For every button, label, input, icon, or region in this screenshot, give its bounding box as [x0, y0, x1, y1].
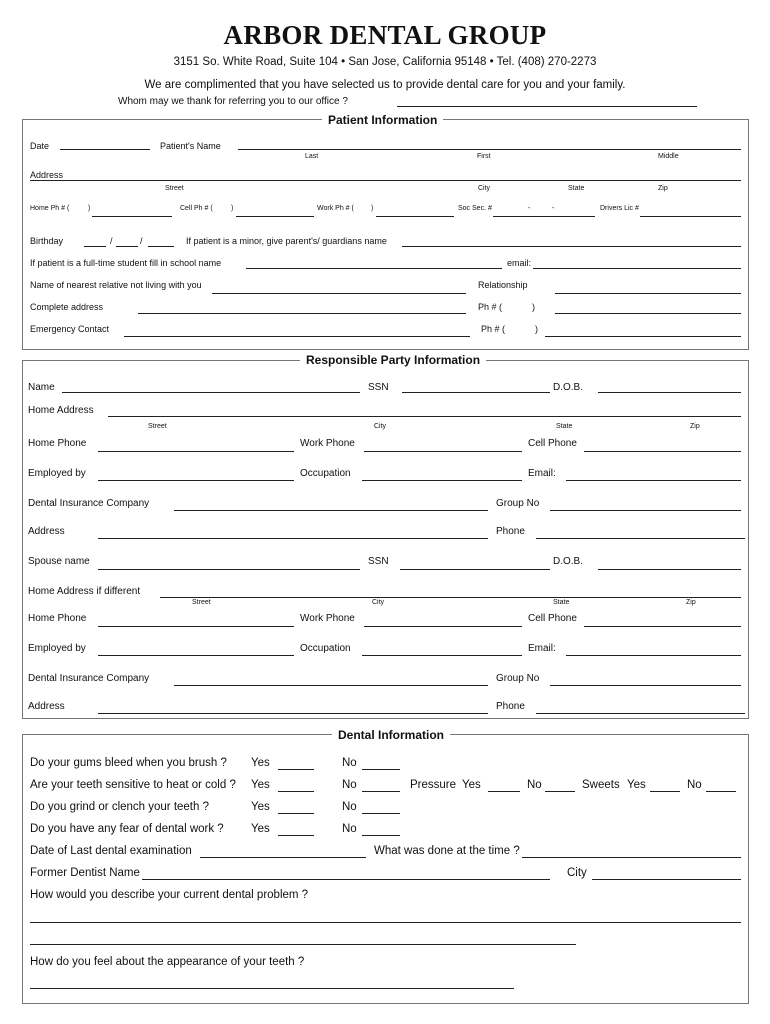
- drivers-lic-field[interactable]: [640, 216, 741, 217]
- city-caption: City: [372, 599, 385, 606]
- home-phone-label: Home Phone: [28, 438, 87, 449]
- yes-label: Yes: [462, 779, 481, 791]
- state-caption: State: [556, 423, 573, 430]
- spouse-group-no-label: Group No: [496, 673, 540, 684]
- employer-address-field[interactable]: [98, 538, 488, 539]
- responsible-section-title: Responsible Party Information: [300, 353, 486, 367]
- birthday-day-field[interactable]: [116, 246, 138, 247]
- spouse-work-phone-label: Work Phone: [300, 613, 355, 624]
- insurance-label: Dental Insurance Company: [28, 498, 150, 509]
- birthday-year-field[interactable]: [148, 246, 174, 247]
- last-exam-label: Date of Last dental examination: [30, 845, 192, 857]
- yes-label: Yes: [251, 757, 270, 769]
- home-phone-field[interactable]: [98, 451, 294, 452]
- pressure-no-field[interactable]: [545, 791, 575, 792]
- q-grind-label: Do you grind or clench your teeth ?: [30, 801, 209, 813]
- paren: ): [532, 302, 535, 312]
- address-label: Address: [30, 170, 64, 180]
- former-dentist-field[interactable]: [142, 879, 550, 880]
- paren: ): [371, 205, 374, 212]
- patient-email-field[interactable]: [533, 268, 741, 269]
- divider: [22, 119, 312, 120]
- q-fear-no-field[interactable]: [362, 835, 400, 836]
- work-phone-field[interactable]: [364, 451, 522, 452]
- group-no-field[interactable]: [550, 510, 741, 511]
- employed-by-field[interactable]: [98, 480, 294, 481]
- spouse-home-phone-label: Home Phone: [28, 613, 87, 624]
- describe-problem-label: How would you describe your current dental problem ?: [30, 889, 309, 901]
- no-label: No: [687, 779, 702, 791]
- soc-sec-label: Soc Sec. #: [458, 205, 492, 212]
- emergency-ph-label: Ph # (: [481, 324, 506, 334]
- drivers-lic-label: Drivers Lic #: [600, 205, 639, 212]
- relationship-label: Relationship: [478, 280, 528, 290]
- what-done-label: What was done at the time ?: [374, 845, 520, 857]
- spouse-ssn-field[interactable]: [400, 569, 550, 570]
- q-fear-label: Do you have any fear of dental work ?: [30, 823, 224, 835]
- work-phone-label: Work Phone: [300, 438, 355, 449]
- no-label: No: [527, 779, 542, 791]
- dob-label: D.O.B.: [553, 382, 584, 393]
- spouse-occupation-field[interactable]: [362, 655, 522, 656]
- q-gums-no-field[interactable]: [362, 769, 400, 770]
- relative-field[interactable]: [212, 293, 466, 294]
- zip-caption: Zip: [686, 599, 696, 606]
- patient-info-box: [22, 119, 749, 350]
- yes-label: Yes: [251, 801, 270, 813]
- pressure-yes-field[interactable]: [488, 791, 520, 792]
- complete-address-label: Complete address: [30, 302, 104, 312]
- dash: -: [552, 205, 555, 212]
- q-grind-yes-field[interactable]: [278, 813, 314, 814]
- referral-label: Whom may we thank for referring you to our office ?: [118, 96, 348, 107]
- spouse-ssn-label: SSN: [368, 556, 389, 567]
- minor-label: If patient is a minor, give parent's/ guardians name: [186, 236, 387, 246]
- slash: /: [140, 236, 143, 246]
- paren: ): [535, 324, 538, 334]
- employer-phone-field[interactable]: [536, 538, 745, 539]
- work-ph-label: Work Ph # (: [317, 205, 354, 212]
- spouse-occupation-label: Occupation: [300, 643, 351, 654]
- dentist-city-field[interactable]: [592, 879, 741, 880]
- spouse-employer-address-field[interactable]: [98, 713, 488, 714]
- work-ph-field[interactable]: [376, 216, 454, 217]
- patient-section-title: Patient Information: [322, 113, 443, 127]
- relative-label: Name of nearest relative not living with you: [30, 280, 202, 290]
- home-ph-field[interactable]: [92, 216, 172, 217]
- yes-label: Yes: [627, 779, 646, 791]
- spouse-employed-by-label: Employed by: [28, 643, 86, 654]
- dentist-city-label: City: [567, 867, 587, 879]
- no-label: No: [342, 757, 357, 769]
- spouse-cell-phone-field[interactable]: [584, 626, 741, 627]
- paren: ): [231, 205, 234, 212]
- no-label: No: [342, 801, 357, 813]
- cell-phone-field[interactable]: [584, 451, 741, 452]
- greeting-text: We are complimented that you have selected us to provide dental care for you and your family.: [144, 79, 626, 91]
- spouse-group-no-field[interactable]: [550, 685, 741, 686]
- middle-caption: Middle: [658, 153, 679, 160]
- employer-phone-label: Phone: [496, 526, 525, 537]
- birthday-month-field[interactable]: [84, 246, 106, 247]
- dob-field[interactable]: [598, 392, 741, 393]
- occupation-field[interactable]: [362, 480, 522, 481]
- street-caption: Street: [165, 185, 184, 192]
- complete-address-field[interactable]: [138, 313, 466, 314]
- home-address-field[interactable]: [108, 416, 741, 417]
- yes-label: Yes: [251, 779, 270, 791]
- spouse-employer-phone-field[interactable]: [536, 713, 745, 714]
- q-sensitive-yes-field[interactable]: [278, 791, 314, 792]
- responsible-info-box: [22, 360, 749, 719]
- spouse-email-label: Email:: [528, 643, 556, 654]
- sweets-label: Sweets: [582, 779, 620, 791]
- relationship-field[interactable]: [555, 293, 741, 294]
- dental-section-title: Dental Information: [332, 728, 450, 742]
- sweets-yes-field[interactable]: [650, 791, 680, 792]
- email-field[interactable]: [566, 480, 741, 481]
- spouse-dob-field[interactable]: [598, 569, 741, 570]
- home-address-diff-field[interactable]: [160, 597, 741, 598]
- emergency-ph-field[interactable]: [545, 336, 741, 337]
- q-fear-yes-field[interactable]: [278, 835, 314, 836]
- name-label: Name: [28, 382, 55, 393]
- occupation-label: Occupation: [300, 468, 351, 479]
- date-field[interactable]: [60, 149, 150, 150]
- appearance-field[interactable]: [30, 988, 514, 989]
- patient-name-field[interactable]: [238, 149, 741, 150]
- patient-name-label: Patient's Name: [160, 141, 221, 151]
- no-label: No: [342, 779, 357, 791]
- spouse-insurance-field[interactable]: [174, 685, 488, 686]
- relative-ph-label: Ph # (: [478, 302, 503, 312]
- describe-problem-field-1[interactable]: [30, 922, 741, 923]
- state-caption: State: [568, 185, 585, 192]
- school-field[interactable]: [246, 268, 502, 269]
- date-label: Date: [30, 141, 50, 151]
- spouse-employed-by-field[interactable]: [98, 655, 294, 656]
- cell-phone-label: Cell Phone: [528, 438, 577, 449]
- emergency-label: Emergency Contact: [30, 324, 110, 334]
- q-sensitive-no-field[interactable]: [362, 791, 400, 792]
- birthday-label: Birthday: [30, 236, 64, 246]
- address-field[interactable]: [30, 180, 741, 181]
- cell-ph-field[interactable]: [236, 216, 314, 217]
- no-label: No: [342, 823, 357, 835]
- home-address-label: Home Address: [28, 405, 94, 416]
- ssn-label: SSN: [368, 382, 389, 393]
- insurance-field[interactable]: [174, 510, 488, 511]
- last-exam-field[interactable]: [200, 857, 366, 858]
- yes-label: Yes: [251, 823, 270, 835]
- slash: /: [110, 236, 113, 246]
- guardian-field[interactable]: [402, 246, 741, 247]
- home-address-diff-label: Home Address if different: [28, 586, 141, 597]
- spouse-home-phone-field[interactable]: [98, 626, 294, 627]
- home-ph-label: Home Ph # (: [30, 205, 70, 212]
- group-no-label: Group No: [496, 498, 540, 509]
- paren: ): [88, 205, 91, 212]
- spouse-work-phone-field[interactable]: [364, 626, 522, 627]
- q-gums-yes-field[interactable]: [278, 769, 314, 770]
- student-label: If patient is a full-time student fill in school name: [30, 258, 222, 268]
- pressure-label: Pressure: [410, 779, 457, 791]
- dash: -: [528, 205, 531, 212]
- zip-caption: Zip: [690, 423, 700, 430]
- practice-address: 3151 So. White Road, Suite 104 • San Jose, California 95148 • Tel. (408) 270-2273: [173, 56, 597, 68]
- employer-address-label: Address: [28, 526, 65, 537]
- spouse-name-field[interactable]: [98, 569, 360, 570]
- cell-ph-label: Cell Ph # (: [180, 205, 213, 212]
- spouse-name-label: Spouse name: [28, 556, 90, 567]
- q-sensitive-label: Are your teeth sensitive to heat or cold ?: [30, 779, 236, 791]
- first-caption: First: [477, 153, 491, 160]
- spouse-insurance-label: Dental Insurance Company: [28, 673, 150, 684]
- city-caption: City: [374, 423, 387, 430]
- spouse-email-field[interactable]: [566, 655, 741, 656]
- describe-problem-field-2[interactable]: [30, 944, 576, 945]
- spouse-employer-phone-label: Phone: [496, 701, 525, 712]
- practice-title: ARBOR DENTAL GROUP: [223, 20, 547, 50]
- what-done-field[interactable]: [522, 857, 741, 858]
- employed-by-label: Employed by: [28, 468, 86, 479]
- street-caption: Street: [192, 599, 211, 606]
- last-caption: Last: [305, 153, 319, 160]
- city-caption: City: [478, 185, 491, 192]
- patient-email-label: email:: [507, 258, 532, 268]
- street-caption: Street: [148, 423, 167, 430]
- emergency-field[interactable]: [124, 336, 470, 337]
- sweets-no-field[interactable]: [706, 791, 736, 792]
- zip-caption: Zip: [658, 185, 668, 192]
- former-dentist-label: Former Dentist Name: [30, 867, 140, 879]
- appearance-label: How do you feel about the appearance of your teeth ?: [30, 956, 305, 968]
- q-grind-no-field[interactable]: [362, 813, 400, 814]
- q-gums-label: Do your gums bleed when you brush ?: [30, 757, 227, 769]
- soc-sec-field[interactable]: [493, 216, 595, 217]
- email-label: Email:: [528, 468, 556, 479]
- relative-ph-field[interactable]: [555, 313, 741, 314]
- state-caption: State: [553, 599, 570, 606]
- name-field[interactable]: [62, 392, 360, 393]
- referral-field[interactable]: [397, 106, 697, 107]
- spouse-employer-address-label: Address: [28, 701, 65, 712]
- spouse-dob-label: D.O.B.: [553, 556, 584, 567]
- ssn-field[interactable]: [402, 392, 550, 393]
- spouse-cell-phone-label: Cell Phone: [528, 613, 577, 624]
